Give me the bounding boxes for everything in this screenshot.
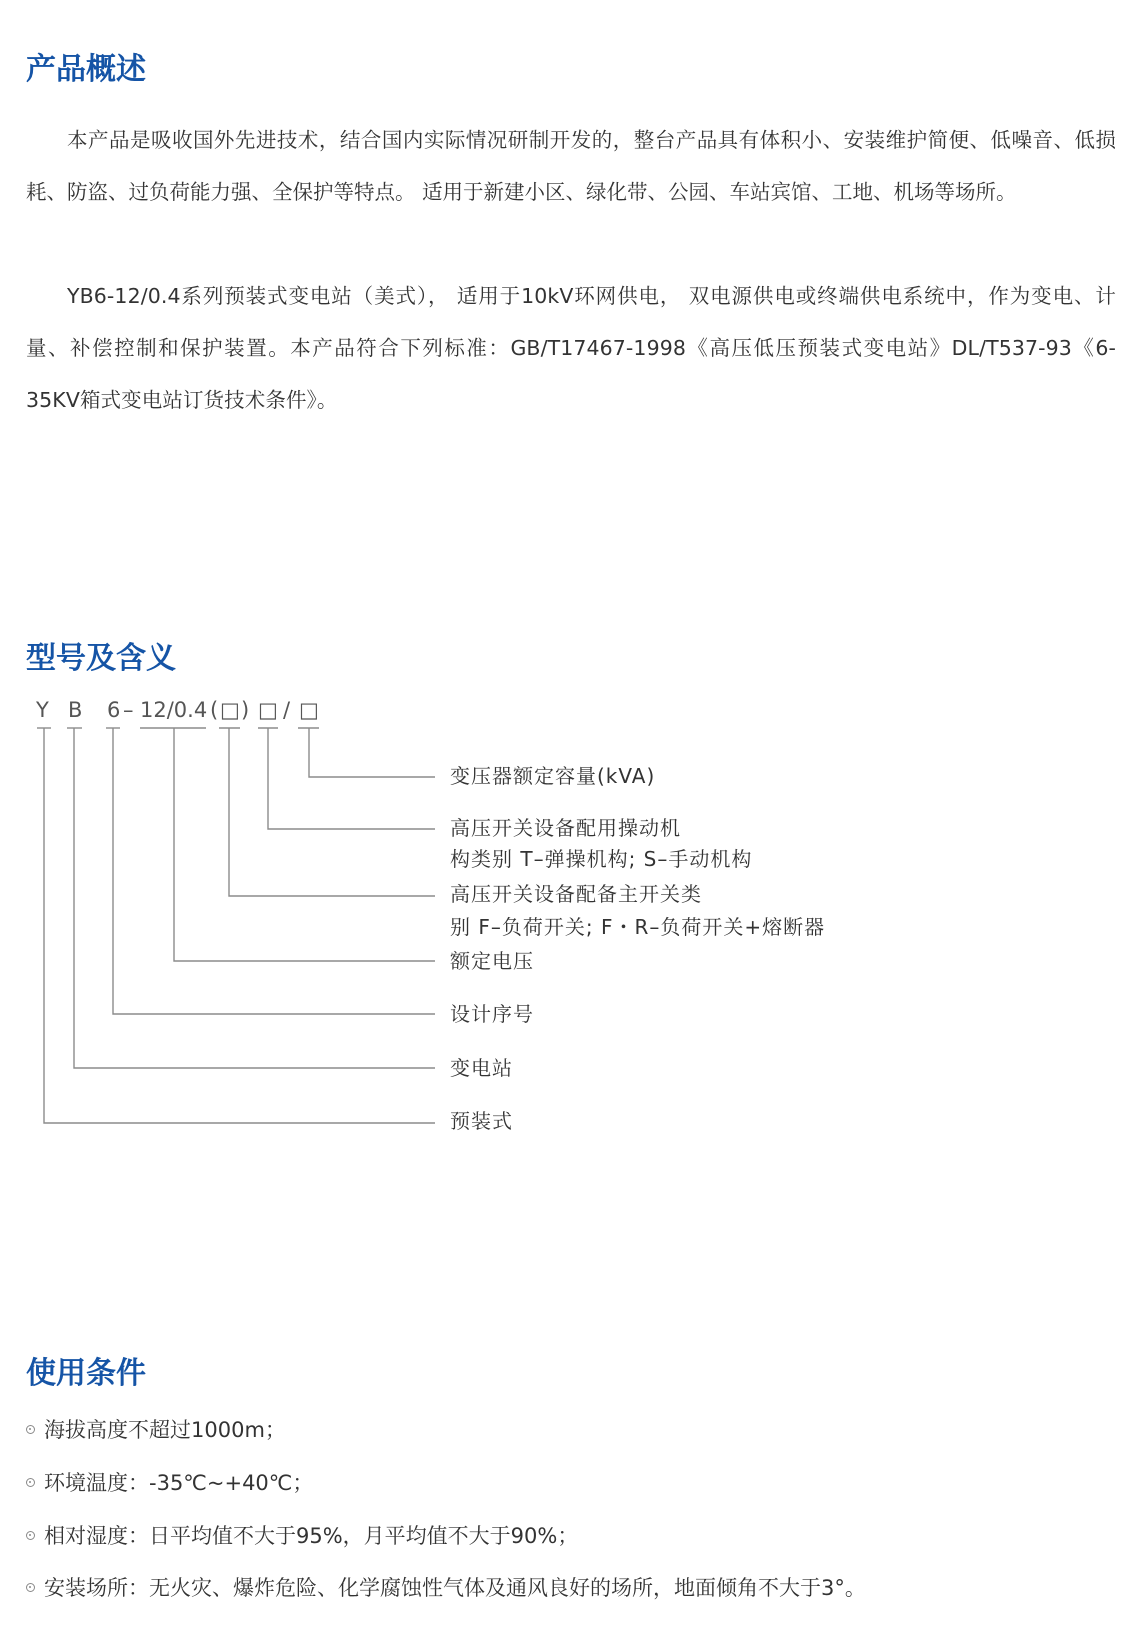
label-capacity: 变压器额定容量(kVA) — [450, 764, 656, 788]
conditions-title: 使用条件 — [26, 1356, 146, 1391]
label-switch-line2: 别 F–负荷开关; F・R–负荷开关+熔断器 — [450, 915, 826, 939]
code-box-2: □ — [258, 698, 278, 722]
overview-title: 产品概述 — [26, 52, 146, 87]
connector-capacity — [309, 728, 435, 777]
condition-item — [26, 1573, 866, 1603]
code-seq: 6 — [107, 698, 121, 722]
code-paren-open: ( — [210, 698, 219, 722]
label-rated-voltage: 额定电压 — [450, 949, 534, 973]
label-mechanism-line2: 构类别 T–弹操机构; S–手动机构 — [450, 847, 753, 871]
condition-item — [26, 1415, 286, 1445]
bullet-icon — [26, 1531, 35, 1540]
condition-item — [26, 1521, 578, 1551]
condition-item — [26, 1468, 313, 1498]
code-slash: / — [283, 698, 291, 722]
label-prefab: 预装式 — [450, 1109, 513, 1133]
bullet-icon — [26, 1478, 35, 1487]
overview-paragraph-2: YB6-12/0.4系列预装式变电站（美式）， 适用于10kV环网供电， 双电源供电或终端供电系统中，作为变电、计量、补偿控制和保护装置。本产品符合下列标准：GB/T17467-1998《高压低压预装式变电站》DL/T537-93《6-35KV箱式变电站订货技术条件》。 — [26, 284, 1116, 412]
connector-design-seq — [113, 728, 435, 1014]
connector-switch — [229, 728, 435, 896]
code-voltage: 12/0.4 — [140, 698, 208, 722]
connector-mechanism — [268, 728, 435, 829]
code-y: Y — [36, 698, 49, 722]
code-paren-close: ) — [241, 698, 250, 722]
code-box-3: □ — [299, 698, 319, 722]
connector-prefab — [44, 728, 435, 1123]
condition-text: 环境温度：-35℃~+40℃； — [44, 1471, 314, 1495]
connector-substation — [74, 728, 435, 1068]
code-dash: – — [123, 698, 134, 722]
connector-rated-voltage — [174, 728, 435, 961]
condition-text: 海拔高度不超过1000m； — [44, 1418, 286, 1442]
bullet-icon — [26, 1583, 35, 1592]
label-substation: 变电站 — [450, 1056, 513, 1080]
label-mechanism-line1: 高压开关设备配用操动机 — [450, 816, 681, 840]
condition-text: 相对湿度：日平均值不大于95%，月平均值不大于90%； — [44, 1524, 579, 1548]
code-b: B — [68, 698, 83, 722]
label-switch-line1: 高压开关设备配备主开关类 — [450, 882, 702, 906]
model-title: 型号及含义 — [26, 641, 176, 676]
bullet-icon — [26, 1425, 35, 1434]
condition-text: 安装场所：无火灾、爆炸危险、化学腐蚀性气体及通风良好的场所，地面倾角不大于3°。 — [44, 1576, 866, 1600]
overview-paragraph-1: 本产品是吸收国外先进技术，结合国内实际情况研制开发的，整台产品具有体积小、安装维护简便、低噪音、低损耗、防盗、过负荷能力强、全保护等特点。 适用于新建小区、绿化带、公园、车站宾馆、工地、机场等场所。 — [26, 128, 1116, 204]
code-paren-box: □ — [220, 698, 240, 722]
label-design-seq: 设计序号 — [450, 1002, 534, 1026]
